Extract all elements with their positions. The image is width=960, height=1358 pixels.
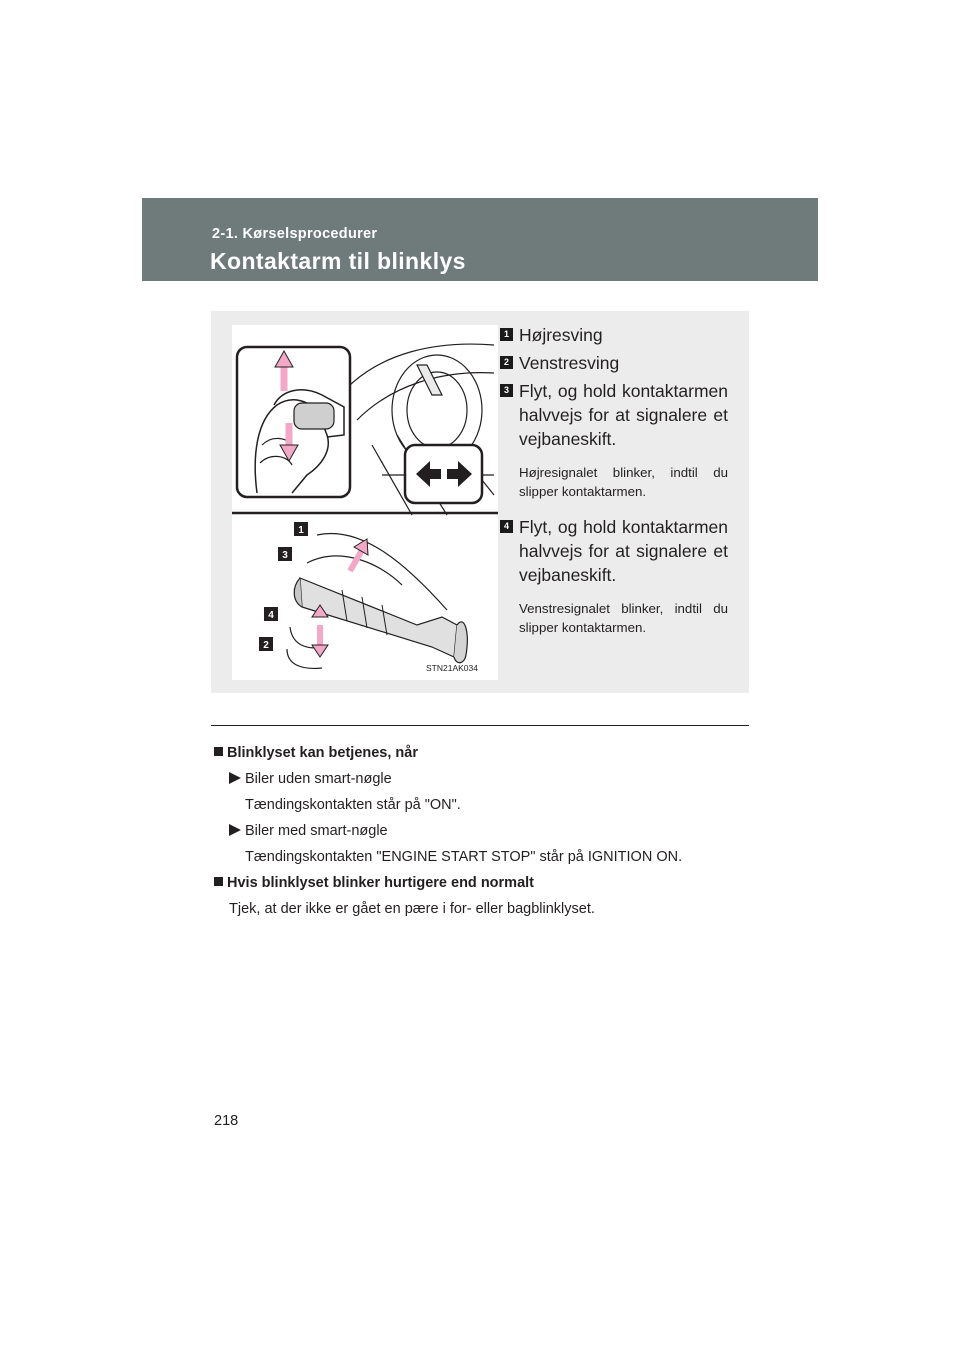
square-bullet-icon xyxy=(214,747,223,756)
left-right-arrow-icon xyxy=(405,445,482,503)
legend-note-4: Venstresignalet blinker, indtil du slipper kontaktarmen. xyxy=(519,601,728,635)
condition-bullet: Biler uden smart-nøgle xyxy=(214,770,754,796)
legend-number: 4 xyxy=(500,520,513,533)
triangle-bullet-icon xyxy=(229,772,241,784)
lever-drawing xyxy=(287,533,467,668)
hand-inset xyxy=(237,347,350,497)
legend-list xyxy=(500,323,728,651)
illustration-panel xyxy=(211,311,749,693)
svg-text:2: 2 xyxy=(263,640,269,651)
callout-2 xyxy=(259,637,273,651)
legend-item-2 xyxy=(500,351,728,375)
legend-item-1 xyxy=(500,323,728,347)
legend-text: Højresving xyxy=(519,325,603,345)
legend-item-3 xyxy=(500,379,728,451)
condition-text: Tændingskontakten "ENGINE START STOP" står på IGNITION ON. xyxy=(245,849,683,865)
info-heading: Blinklyset kan betjenes, når xyxy=(214,744,754,770)
info-heading: Hvis blinklyset blinker hurtigere end normalt xyxy=(214,874,754,900)
legend-text: Venstresving xyxy=(519,353,620,373)
callout-3 xyxy=(278,547,292,561)
legend-number: 1 xyxy=(500,328,513,341)
square-bullet-icon xyxy=(214,877,223,886)
legend-text: Flyt, og hold kontaktarmen halvvejs for at signalere et vejbaneskift. xyxy=(519,381,728,449)
legend-text: Flyt, og hold kontaktarmen halvvejs for at signalere et vejbaneskift. xyxy=(519,517,728,585)
chapter-header xyxy=(142,198,818,281)
callout-4 xyxy=(264,607,278,621)
triangle-bullet-icon xyxy=(229,824,241,836)
legend-note-3: Højresignalet blinker, indtil du slipper kontaktarmen. xyxy=(519,465,728,499)
turn-signal-figure xyxy=(232,325,498,680)
callout-1 xyxy=(294,522,308,536)
page-number: 218 xyxy=(214,1113,239,1129)
info-section xyxy=(214,744,754,926)
svg-text:1: 1 xyxy=(298,525,304,536)
legend-item-4 xyxy=(500,515,728,587)
condition-text: Tændingskontakten står på "ON". xyxy=(245,797,461,813)
svg-text:4: 4 xyxy=(268,610,274,621)
info-text: Tjek, at der ikke er gået en pære i for- eller bagblinklyset. xyxy=(229,901,595,917)
legend-number: 3 xyxy=(500,384,513,397)
condition-bullet: Biler med smart-nøgle xyxy=(214,822,754,848)
legend-number: 2 xyxy=(500,356,513,369)
page-title: Kontaktarm til blinklys xyxy=(210,248,466,274)
svg-text:3: 3 xyxy=(282,550,288,561)
figure-code: STN21AK034 xyxy=(426,663,478,673)
section-divider xyxy=(211,725,749,726)
section-label: 2-1. Kørselsprocedurer xyxy=(212,226,378,242)
